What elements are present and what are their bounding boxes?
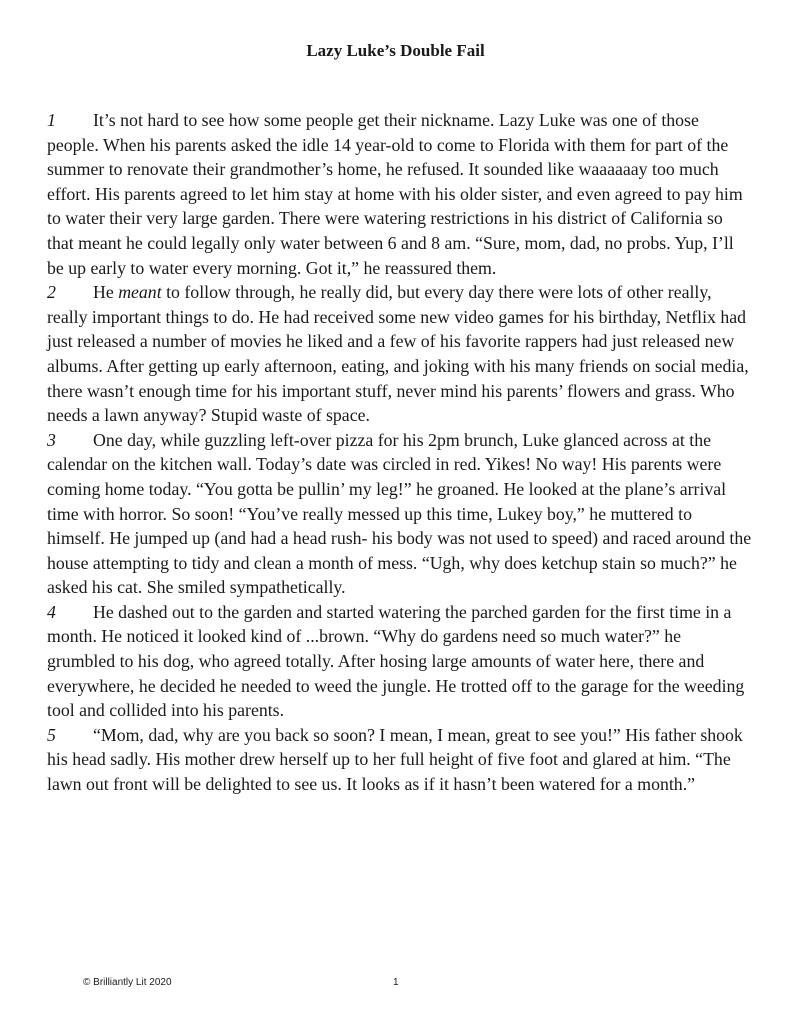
paragraph-number: 3 xyxy=(47,429,56,450)
paragraph-text-end: to follow through, he really did, but every day there were lots of other really, really important things to do. He had received some new video games for his birthday, Netflix had just released a number of movies he liked and a few of his favorite rappers had just released new albums. After getting up early afternoon, eating, and joking with his many friends on social media, there wasn’t enough time for his important stuff, never mind his parents’ flowers and grass. Who needs a lawn anyway? Stupid waste of space. xyxy=(47,282,749,426)
paragraph-text: “Mom, dad, why are you back so soon? I mean, I mean, great to see you!” His father shook his head sadly. His mother drew herself up to her full height of five foot and glared at him. “The lawn out front will be delighted to see us. It looks as if it hasn’t been watered for a month.” xyxy=(47,724,743,795)
paragraph-1 xyxy=(47,108,752,280)
paragraph-number: 4 xyxy=(47,601,56,622)
paragraph-3 xyxy=(47,428,752,600)
emphasized-word: meant xyxy=(118,282,162,303)
paragraph-text: One day, while guzzling left-over pizza for his 2pm brunch, Luke glanced across at the calendar on the kitchen wall. Today’s date was circled in red. Yikes! No way! His parents were coming home today. “You gotta be pullin’ my leg!” he groaned. He looked at the plane’s arrival time with horror. So soon! “You’ve really messed up this time, Lukey boy,” he muttered to himself. He jumped up (and had a head rush- his body was not used to speed) and raced around the house attempting to tidy and clean a month of mess. “Ugh, why does ketchup stain so much?” he asked his cat. She smiled sympathetically. xyxy=(47,429,752,598)
footer-copyright: © Brilliantly Lit 2020 xyxy=(83,977,172,988)
paragraph-number: 2 xyxy=(47,282,56,303)
paragraph-5 xyxy=(47,723,752,797)
paragraph-2 xyxy=(47,280,752,428)
footer-page-number: 1 xyxy=(393,977,399,988)
paragraph-text-start: He xyxy=(93,282,119,303)
paragraph-number: 1 xyxy=(47,110,56,130)
paragraph-text: He dashed out to the garden and started watering the parched garden for the first time in a month. He noticed it looked kind of ...brown. “Why do gardens need so much water?” he grumbled to his dog, who agreed totally. After hosing large amounts of water here, there and everywhere, he decided he needed to weed the jungle. He trotted off to the garage for the weeding tool and collided into his parents. xyxy=(47,601,745,721)
paragraph-text: It’s not hard to see how some people get their nickname. Lazy Luke was one of those people. When his parents asked the idle 14 year-old to come to Florida with them for part of the summer to renovate their grandmother’s home, he refused. It sounded like waaaaaay too much effort. His parents agreed to let him stay at home with his older sister, and even agreed to pay him to water their very large garden. There were watering restrictions in his district of California so that meant he could legally only water between 6 and 8 am. “Sure, mom, dad, no probs. Yup, I’ll be up early to water every morning. Got it,” he reassured them. xyxy=(47,110,743,278)
story-body xyxy=(47,108,752,797)
paragraph-number: 5 xyxy=(47,724,56,745)
page-title: Lazy Luke’s Double Fail xyxy=(306,41,485,60)
paragraph-4 xyxy=(47,600,752,723)
